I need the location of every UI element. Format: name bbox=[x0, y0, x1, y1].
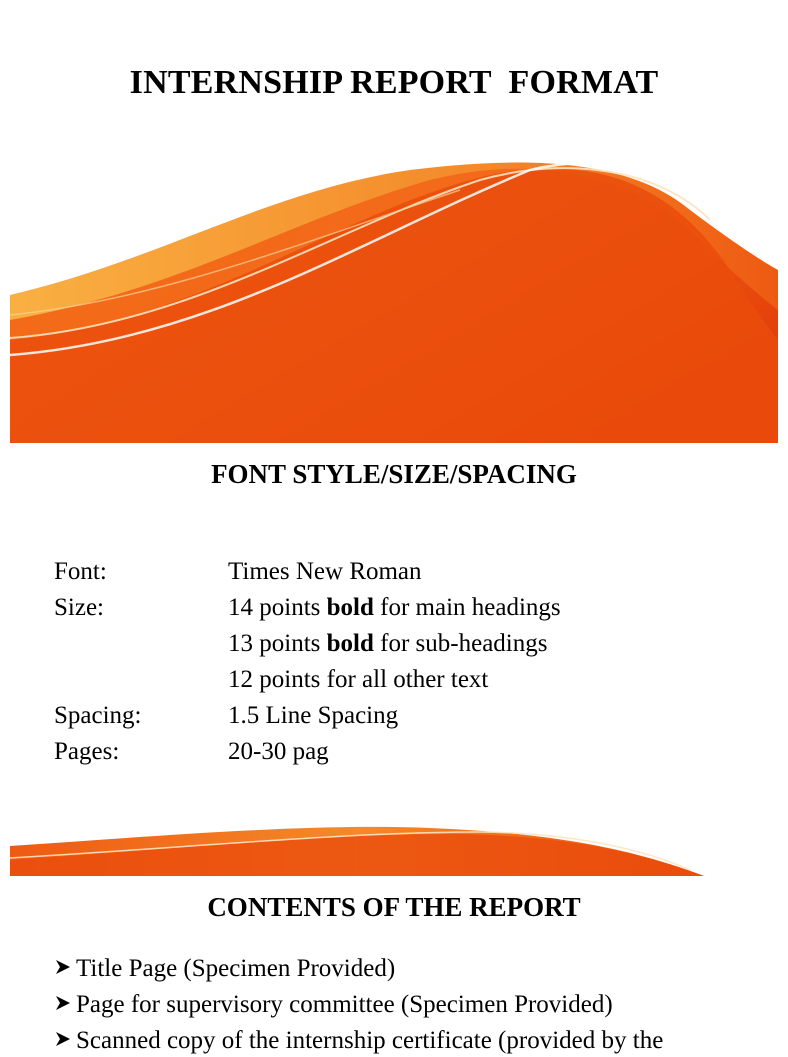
spec-value: 14 points bold for main headings bbox=[228, 594, 561, 621]
spec-label: Font: bbox=[54, 558, 107, 585]
arrowhead-bullet-icon bbox=[54, 989, 76, 1021]
contents-list-item: Title Page (Specimen Provided) bbox=[54, 953, 395, 985]
arrowhead-bullet-icon bbox=[54, 953, 76, 985]
spec-value: 20-30 pag bbox=[228, 738, 329, 765]
orange-wave-banner bbox=[10, 150, 778, 443]
spec-value: Times New Roman bbox=[228, 558, 422, 585]
spec-label: Pages: bbox=[54, 738, 120, 765]
page-title: INTERNSHIP REPORT FORMAT bbox=[129, 64, 659, 101]
contents-list-item: Scanned copy of the internship certificate (provided by the bbox=[54, 1025, 663, 1057]
contents-list-item: Page for supervisory committee (Specimen Provided) bbox=[54, 989, 613, 1021]
arrowhead-bullet-icon bbox=[54, 1025, 76, 1057]
orange-wave-divider bbox=[10, 818, 704, 876]
spec-label: Size: bbox=[54, 594, 104, 621]
font-section-heading: FONT STYLE/SIZE/SPACING bbox=[211, 459, 577, 489]
spec-value: 1.5 Line Spacing bbox=[228, 702, 399, 729]
spec-label: Spacing: bbox=[54, 702, 142, 729]
spec-value: 13 points bold for sub-headings bbox=[228, 630, 548, 657]
spec-value: 12 points for all other text bbox=[228, 666, 489, 693]
contents-section-heading: CONTENTS OF THE REPORT bbox=[207, 892, 581, 922]
